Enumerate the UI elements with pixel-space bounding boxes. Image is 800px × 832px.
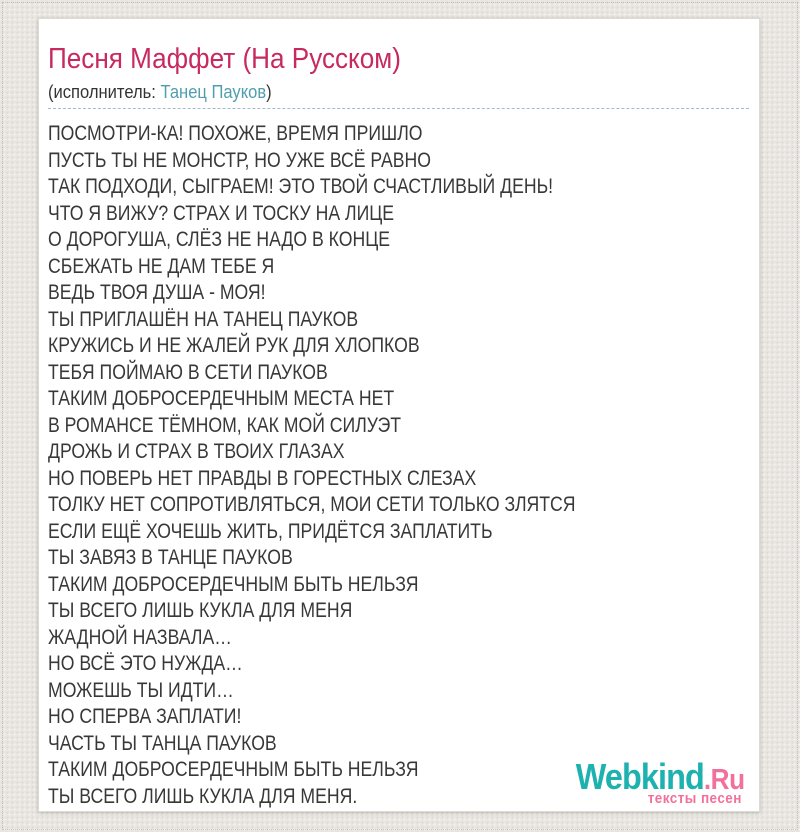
- webkind-logo-ru: .Ru: [704, 764, 745, 796]
- lyric-line: ЖАДНОЙ НАЗВАЛА…: [48, 625, 232, 649]
- lyric-line: СБЕЖАТЬ НЕ ДАМ ТЕБЕ Я: [48, 254, 275, 278]
- dashed-separator: [48, 108, 749, 109]
- lyric-line: ТОЛКУ НЕТ СОПРОТИВЛЯТЬСЯ, МОИ СЕТИ ТОЛЬКО ЗЛЯТСЯ: [48, 493, 576, 516]
- performer-link[interactable]: Танец Пауков: [160, 82, 267, 102]
- lyric-line: ТАКИМ ДОБРОСЕРДЕЧНЫМ БЫТЬ НЕЛЬЗЯ: [48, 758, 419, 781]
- webkind-logo[interactable]: [576, 756, 745, 807]
- lyric-line: ТЫ ЗАВЯЗ В ТАНЦЕ ПАУКОВ: [48, 546, 293, 569]
- lyric-line: НО ПОВЕРЬ НЕТ ПРАВДЫ В ГОРЕСТНЫХ СЛЕЗАХ: [48, 466, 477, 490]
- lyrics-card: [38, 18, 760, 812]
- lyric-line: ТАКИМ ДОБРОСЕРДЕЧНЫМ МЕСТА НЕТ: [48, 387, 395, 410]
- lyric-line: ПУСТЬ ТЫ НЕ МОНСТР, НО УЖЕ ВСЁ РАВНО: [48, 148, 432, 172]
- page-title: Песня Маффет (На Русском): [48, 43, 401, 75]
- webkind-tagline: тексты песен: [648, 790, 743, 807]
- lyric-line: ЧАСТЬ ТЫ ТАНЦА ПАУКОВ: [48, 731, 277, 755]
- lyric-line: ТЫ ПРИГЛАШЁН НА ТАНЕЦ ПАУКОВ: [48, 307, 359, 331]
- lyric-line: НО СПЕРВА ЗАПЛАТИ!: [48, 705, 242, 728]
- lyric-line: НО ВСЁ ЭТО НУЖДА…: [48, 652, 243, 675]
- performer-label: (исполнитель:: [48, 82, 161, 102]
- webkind-logo-main: Webkind: [576, 756, 705, 797]
- lyric-line: ДРОЖЬ И СТРАХ В ТВОИХ ГЛАЗАХ: [48, 440, 345, 463]
- lyric-line: ЕСЛИ ЕЩЁ ХОЧЕШЬ ЖИТЬ, ПРИДЁТСЯ ЗАПЛАТИТЬ: [48, 519, 493, 543]
- lyric-line: О ДОРОГУША, СЛЁЗ НЕ НАДО В КОНЦЕ: [48, 228, 391, 251]
- lyric-line: ТЫ ВСЕГО ЛИШЬ КУКЛА ДЛЯ МЕНЯ.: [48, 784, 358, 808]
- lyric-line: В РОМАНСЕ ТЁМНОМ, КАК МОЙ СИЛУЭТ: [48, 413, 402, 437]
- lyric-line: ТЕБЯ ПОЙМАЮ В СЕТИ ПАУКОВ: [48, 360, 328, 384]
- performer-label-close: ): [266, 82, 272, 102]
- lyric-line: ТЫ ВСЕГО ЛИШЬ КУКЛА ДЛЯ МЕНЯ: [48, 599, 353, 622]
- lyric-line: ТАКИМ ДОБРОСЕРДЕЧНЫМ БЫТЬ НЕЛЬЗЯ: [48, 572, 419, 596]
- lyric-line: МОЖЕШЬ ТЫ ИДТИ…: [48, 678, 234, 702]
- lyric-line: КРУЖИСЬ И НЕ ЖАЛЕЙ РУК ДЛЯ ХЛОПКОВ: [48, 334, 420, 357]
- lyrics: [48, 121, 637, 810]
- lyric-line: ЧТО Я ВИЖУ? СТРАХ И ТОСКУ НА ЛИЦЕ: [48, 201, 395, 225]
- lyric-line: ПОСМОТРИ-КА! ПОХОЖЕ, ВРЕМЯ ПРИШЛО: [48, 122, 423, 145]
- performer-line: [48, 83, 693, 102]
- lyric-line: ВЕДЬ ТВОЯ ДУША - МОЯ!: [48, 281, 266, 304]
- lyric-line: ТАК ПОДХОДИ, СЫГРАЕМ! ЭТО ТВОЙ СЧАСТЛИВЫЙ ДЕНЬ!: [48, 175, 554, 198]
